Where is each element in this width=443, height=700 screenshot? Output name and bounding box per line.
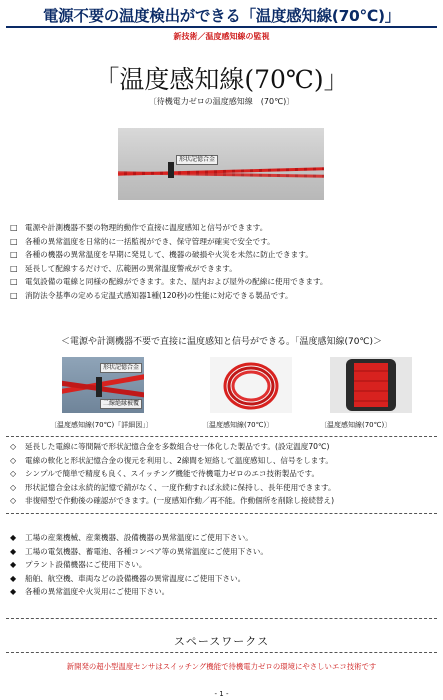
filled-diamond-bullet-icon: ◆ [10,573,17,583]
list-item-text: プラント設備機器にご使用下さい。 [25,560,147,570]
feature-list [10,221,328,303]
checkbox-bullet-icon: □ [10,250,18,260]
detail-list [10,440,336,508]
list-item-text: 各種の異常温度や火災用にご使用下さい。 [25,587,170,597]
list-item [10,494,336,508]
diamond-bullet-icon: ◇ [10,469,17,479]
coil-graphic [210,357,292,413]
section-divider [6,513,437,514]
section-divider [6,618,437,619]
list-item [10,275,328,289]
list-item [10,558,268,572]
alloy-joint [168,162,174,178]
list-item [10,531,268,545]
page-number: - 1 - [214,690,229,698]
list-item-text: 電気設備の電線と同様の配線ができます。また、屋内および屋外の配線に使用できます。 [25,277,328,287]
list-item-text: 非復帰型で作動後の確認ができます。(一度感知作動／再不能。作動個所を削除し接続替え) [25,496,335,506]
alloy-joint [96,377,102,397]
list-item [10,248,328,262]
list-item-text: 工場の産業機械、産業機器、設備機器の異常温度にご使用下さい。 [25,533,253,542]
list-item [10,585,268,599]
detail-photo [62,357,144,413]
list-item-text: 各種の機器の異常温度を早期に発見して、機器の破損や火災を未然に防止できます。 [25,250,313,260]
filled-diamond-bullet-icon: ◆ [10,533,17,542]
checkbox-bullet-icon: □ [10,236,18,246]
list-item-text: 船舶、航空機、車両などの設備機器の異常温度にご使用下さい。 [25,573,246,583]
list-item-text: 消防法令基準の定める定温式感知器1種(120秒)の性能に対応できる製品です。 [25,290,293,300]
photo-caption: 〔温度感知線(70℃)〕 [320,421,392,429]
filled-diamond-bullet-icon: ◆ [10,587,17,597]
list-item-text: 延長して配線するだけで、広範囲の異常温度警戒ができます。 [25,263,237,273]
list-item [10,221,328,235]
list-item-text: シンプルで簡単で精度も良く、スイッチング機能で待機電力ゼロのエコ技術製品です。 [25,469,320,479]
filled-diamond-bullet-icon: ◆ [10,560,17,570]
hero-tag: 形状記憶合金 [176,155,218,165]
list-item [10,235,328,249]
list-item-text: 形状記憶合金は永続的記憶で錆がなく、一度作動すれば永続に保持し、長年使用できます。 [25,482,336,492]
checkbox-bullet-icon: □ [10,277,18,287]
photo-caption: 〔温度感知線(70℃)「詳細図」〕 [50,421,153,429]
document-title: 電源不要の温度検出ができる「温度感知線(70℃)」 [42,7,400,25]
checkbox-bullet-icon: □ [10,223,18,232]
list-item [10,289,328,303]
product-name: 「温度感知線(70℃)」 [94,65,349,94]
section-divider [6,436,437,437]
list-item [10,545,268,559]
footer-tagline: 新開発の超小型温度センサはスイッチング機能で待機電力ゼロの環境にやさしいエコ技術です [66,662,377,671]
document-subtitle: 新技術／温度感知線の監視 [173,32,270,41]
showcase-heading: ＜電源や計測機器不要で直接に温度感知と信号ができる。「温度感知線(70℃)＞ [60,337,383,347]
diamond-bullet-icon: ◇ [10,496,17,506]
spool-photo [330,357,412,413]
wire-strand [118,171,324,178]
list-item [10,467,336,481]
list-item-text: 各種の異常温度を日常的に一括監視ができ、保守管理が確実で安全です。 [25,236,275,246]
application-list [10,531,268,599]
list-item-text: 延長した電線に等間隔で形状記憶合金を多数組合せ一体化した製品です。(設定温度70℃) [25,442,330,451]
company-name: スペースワークス [173,635,270,648]
list-item [10,481,336,495]
list-item-text: 工場の電気機器、蓄電池、各種コンベア等の異常温度にご使用下さい。 [25,546,268,556]
hero-wire-photo [118,128,324,200]
photo-caption: 〔温度感知線(70℃)〕 [202,421,274,429]
product-subname: 〔待機電力ゼロの温度感知線 (70℃)〕 [148,97,295,106]
list-item [10,454,336,468]
diamond-bullet-icon: ◇ [10,455,17,465]
checkbox-bullet-icon: □ [10,290,18,300]
photo-tag: 形状記憶合金 [100,363,142,373]
spool-graphic [330,357,412,413]
checkbox-bullet-icon: □ [10,263,18,273]
list-item-text: 電線の軟化と形状記憶合金の復元を利用し、2線間を短絡して温度感知し、信号をします。 [25,455,333,465]
diamond-bullet-icon: ◇ [10,442,17,451]
footer-divider [6,652,437,653]
list-item-text: 電源や計測機器不要の物理的動作で直接に温度感知と信号ができます。 [25,223,268,232]
coil-photo [210,357,292,413]
diamond-bullet-icon: ◇ [10,482,17,492]
list-item [10,262,328,276]
filled-diamond-bullet-icon: ◆ [10,546,17,556]
photo-tag: 二線絶縁被覆 [100,399,142,409]
list-item [10,440,336,454]
title-divider [6,26,437,28]
list-item [10,572,268,586]
